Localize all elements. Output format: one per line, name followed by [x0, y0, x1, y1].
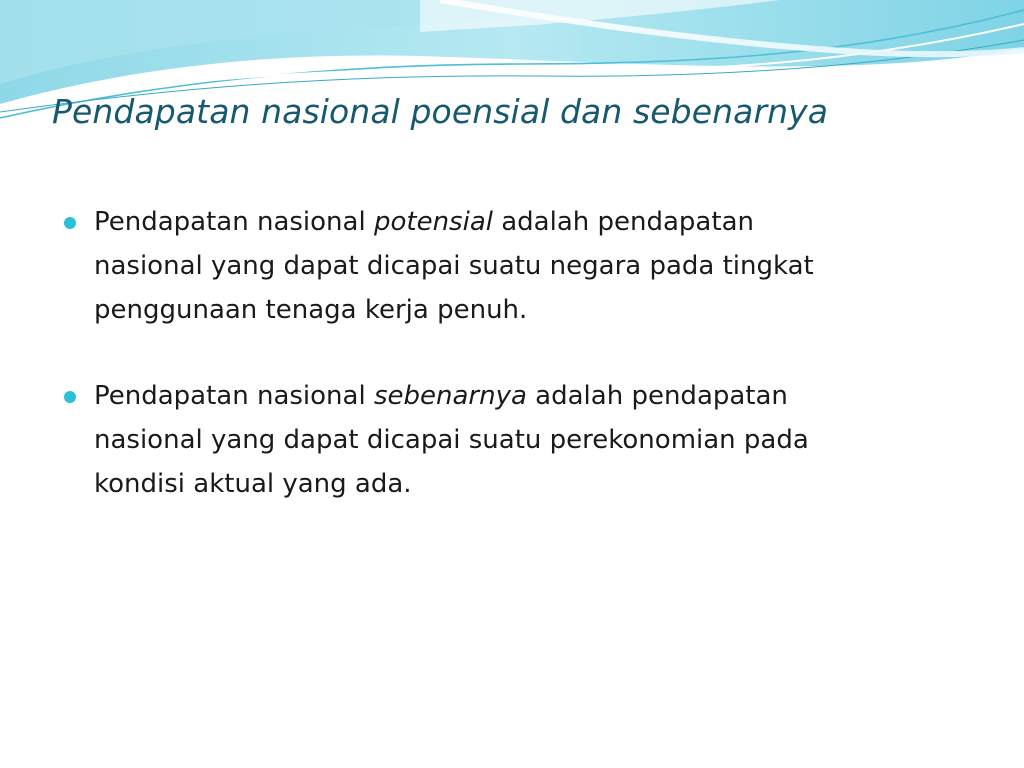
bullet-line [94, 200, 944, 244]
bullet-emphasis: potensial [373, 207, 493, 237]
slide-title: Pendapatan nasional poensial dan sebenarnya [52, 92, 829, 131]
bullet-text: Pendapatan nasional [94, 381, 374, 411]
bullet-text: adalah pendapatan [492, 207, 754, 237]
bullet-dot-icon [64, 391, 76, 403]
bullet-text: Pendapatan nasional [94, 207, 374, 237]
bullet-item-sebenarnya [64, 374, 944, 506]
bullet-line: nasional yang dapat dicapai suatu negara pada tingkat [94, 251, 814, 281]
bullet-list [64, 200, 944, 548]
bullet-emphasis: sebenarnya [373, 381, 527, 411]
bullet-line: nasional yang dapat dicapai suatu perekonomian pada [94, 425, 809, 455]
bullet-item-potensial [64, 200, 944, 332]
bullet-line: penggunaan tenaga kerja penuh. [94, 295, 528, 325]
bullet-line: kondisi aktual yang ada. [94, 469, 412, 499]
bullet-dot-icon [64, 217, 76, 229]
bullet-line [94, 374, 944, 418]
bullet-text: adalah pendapatan [526, 381, 788, 411]
